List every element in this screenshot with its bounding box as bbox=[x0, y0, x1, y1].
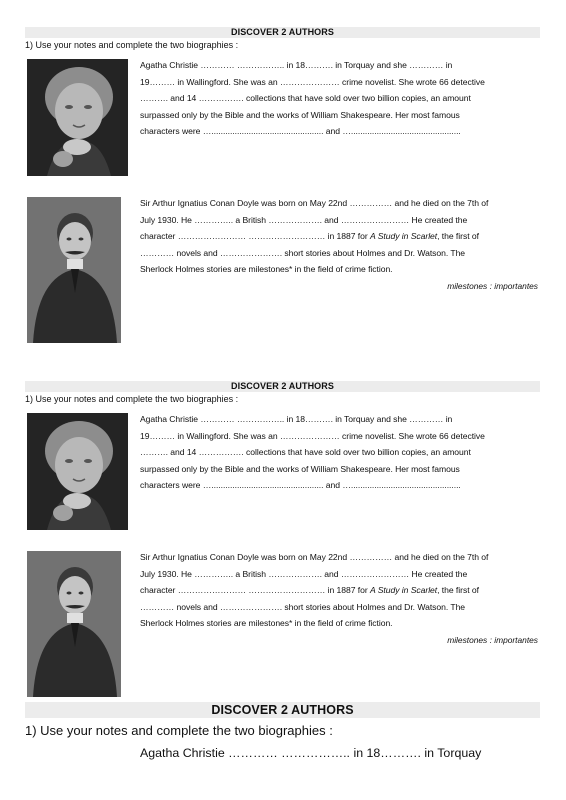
bio-line bbox=[140, 228, 538, 245]
bio-line: surpassed only by the Bible and the works of William Shakespeare. Her most famous bbox=[140, 109, 460, 120]
bio-line: characters were …................................................ and …............................................... bbox=[140, 480, 461, 491]
bio-text: character …………………… ……………………… in 1887 for bbox=[140, 585, 371, 596]
agatha-christie-portrait bbox=[27, 59, 128, 176]
section-title: DISCOVER 2 AUTHORS bbox=[25, 381, 540, 392]
christie-text bbox=[140, 57, 538, 140]
section-title: DISCOVER 2 AUTHORS bbox=[25, 702, 540, 718]
bio-line: ………. and 14 ……………. collections that have sold over two billion copies, an amount bbox=[140, 447, 471, 458]
bio-text: , the first of bbox=[437, 231, 479, 242]
doyle-text bbox=[140, 549, 538, 632]
worksheet-section-2 bbox=[25, 381, 540, 645]
bio-line: Agatha Christie ………… …………….. in 18………. in Torquay and she ………… in bbox=[140, 60, 453, 70]
doyle-text bbox=[140, 195, 538, 278]
bio-line: ………… novels and …………………. short stories about Holmes and Dr. Watson. The bbox=[140, 601, 466, 612]
bio-line: July 1930. He ………….. a British ………………. and …………………… He created the bbox=[140, 214, 468, 225]
conan-doyle-portrait bbox=[27, 197, 121, 343]
worksheet-section-1 bbox=[25, 27, 540, 291]
instruction: 1) Use your notes and complete the two biographies : bbox=[25, 40, 239, 50]
bio-text: character …………………… ……………………… in 1887 for bbox=[140, 231, 371, 242]
vocabulary-note: milestones : importantes bbox=[447, 635, 538, 645]
bio-line: 19……… in Wallingford. She was an ………………… crime novelist. She wrote 66 detective bbox=[140, 430, 485, 441]
bio-line: July 1930. He ………….. a British ………………. and …………………… He created the bbox=[140, 568, 468, 579]
book-title: A Study in Scarlet bbox=[370, 231, 438, 242]
bio-line: ………… novels and …………………. short stories about Holmes and Dr. Watson. The bbox=[140, 247, 466, 258]
bio-line bbox=[140, 582, 538, 599]
section-title: DISCOVER 2 AUTHORS bbox=[25, 27, 540, 38]
bio-text: , the first of bbox=[437, 585, 479, 596]
bio-line: Agatha Christie ………… …………….. in 18………. in Torquay and she ………… in bbox=[140, 414, 453, 424]
bio-line: Sherlock Holmes stories are milestones* in the field of crime fiction. bbox=[140, 264, 393, 275]
instruction: 1) Use your notes and complete the two biographies : bbox=[25, 394, 239, 404]
agatha-christie-portrait bbox=[27, 413, 128, 530]
bio-line: 19……… in Wallingford. She was an ………………… crime novelist. She wrote 66 detective bbox=[140, 76, 485, 87]
bio-line: Sherlock Holmes stories are milestones* in the field of crime fiction. bbox=[140, 618, 393, 629]
bio-line: Agatha Christie ………… …………….. in 18………. in Torquay bbox=[140, 746, 482, 760]
christie-text bbox=[140, 411, 538, 494]
bio-line: Sir Arthur Ignatius Conan Doyle was born on May 22nd …………… and he died on the 7th of bbox=[140, 552, 489, 562]
instruction: 1) Use your notes and complete the two biographies : bbox=[25, 723, 333, 738]
bio-line: Sir Arthur Ignatius Conan Doyle was born on May 22nd …………… and he died on the 7th of bbox=[140, 198, 489, 208]
conan-doyle-portrait bbox=[27, 551, 121, 697]
bio-line: ………. and 14 ……………. collections that have sold over two billion copies, an amount bbox=[140, 93, 471, 104]
bio-line: surpassed only by the Bible and the works of William Shakespeare. Her most famous bbox=[140, 463, 460, 474]
worksheet-section-large bbox=[25, 702, 540, 760]
bio-line: characters were …................................................ and …............................................... bbox=[140, 126, 461, 137]
vocabulary-note: milestones : importantes bbox=[447, 281, 538, 291]
book-title: A Study in Scarlet bbox=[370, 585, 438, 596]
